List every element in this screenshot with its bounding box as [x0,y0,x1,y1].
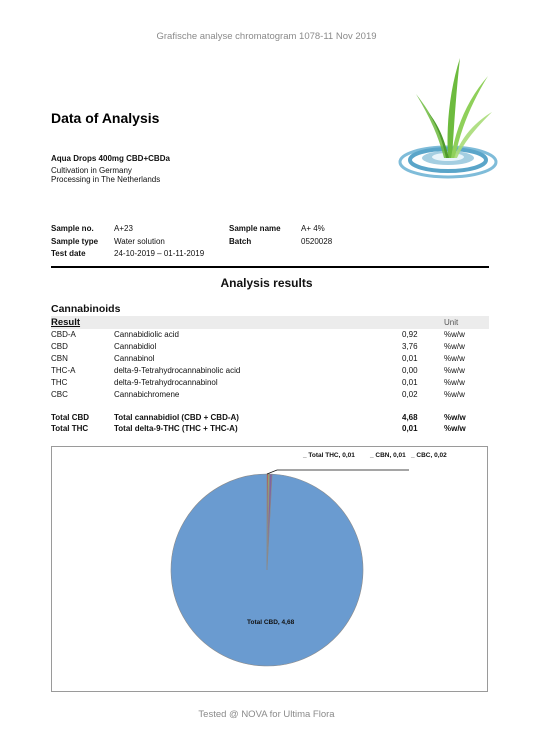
row-name: delta-9-Tetrahydrocannabinolic acid [114,366,241,375]
row-code: CBN [51,354,68,363]
total-name: Total delta-9-THC (THC + THC-A) [114,424,238,433]
row-name: delta-9-Tetrahydrocannabinol [114,378,218,387]
total-code: Total CBD [51,413,90,422]
section-title: Analysis results [220,276,313,290]
pie-label-total-thc: _ Total THC, 0,01 [303,452,355,459]
product-processing: Processing in The Netherlands [51,175,161,184]
total-code: Total THC [51,424,89,433]
row-code: THC-A [51,366,76,375]
total-name: Total cannabidiol (CBD + CBD-A) [114,413,239,422]
row-code: CBD [51,342,68,351]
row-name: Cannabichromene [114,390,180,399]
row-code: CBD-A [51,330,76,339]
test-date-value: 24-10-2019 – 01-11-2019 [114,249,205,258]
brand-logo [398,54,504,182]
pie-label-cbc: _ CBC, 0,02 [411,452,447,459]
divider-line [51,266,489,268]
total-unit: %w/w [444,413,466,422]
row-value: 0,00 [402,366,418,375]
row-name: Cannabidiol [114,342,157,351]
row-value: 0,01 [402,354,418,363]
product-name: Aqua Drops 400mg CBD+CBDa [51,154,170,163]
test-date-label: Test date [51,249,86,258]
row-unit: %w/w [444,342,465,351]
sample-type-value: Water solution [114,237,165,246]
document-title: Data of Analysis [51,110,160,126]
row-name: Cannabidiolic acid [114,330,179,339]
total-value: 4,68 [402,413,418,422]
cannabinoids-title: Cannabinoids [51,303,121,315]
sample-name-label: Sample name [229,224,281,233]
table-header-unit: Unit [444,318,459,327]
total-value: 0,01 [402,424,418,433]
row-value: 0,02 [402,390,418,399]
sample-no-label: Sample no. [51,224,94,233]
row-code: THC [51,378,68,387]
header-note: Grafische analyse chromatogram 1078-11 Nov 2019 [156,31,377,42]
row-value: 0,92 [402,330,418,339]
sample-no-value: A+23 [114,224,133,233]
pie-chart [51,446,488,692]
row-code: CBC [51,390,68,399]
row-unit: %w/w [444,378,465,387]
row-unit: %w/w [444,366,465,375]
grass-blades-icon [416,58,492,158]
total-unit: %w/w [444,424,466,433]
footer-note: Tested @ NOVA for Ultima Flora [198,709,335,720]
row-unit: %w/w [444,354,465,363]
table-header-result: Result [51,317,81,328]
sample-type-label: Sample type [51,237,99,246]
row-value: 0,01 [402,378,418,387]
sample-name-value: A+ 4% [301,224,325,233]
table-header-bar [51,316,489,329]
pie-label-total-cbd: Total CBD, 4,68 [247,619,295,626]
label-leader-line [267,470,409,474]
row-unit: %w/w [444,390,465,399]
batch-value: 0520028 [301,237,333,246]
pie-label-cbn: _ CBN, 0,01 [370,452,406,459]
row-unit: %w/w [444,330,465,339]
product-cultivation: Cultivation in Germany [51,166,132,175]
batch-label: Batch [229,237,252,246]
row-name: Cannabinol [114,354,155,363]
row-value: 3,76 [402,342,418,351]
